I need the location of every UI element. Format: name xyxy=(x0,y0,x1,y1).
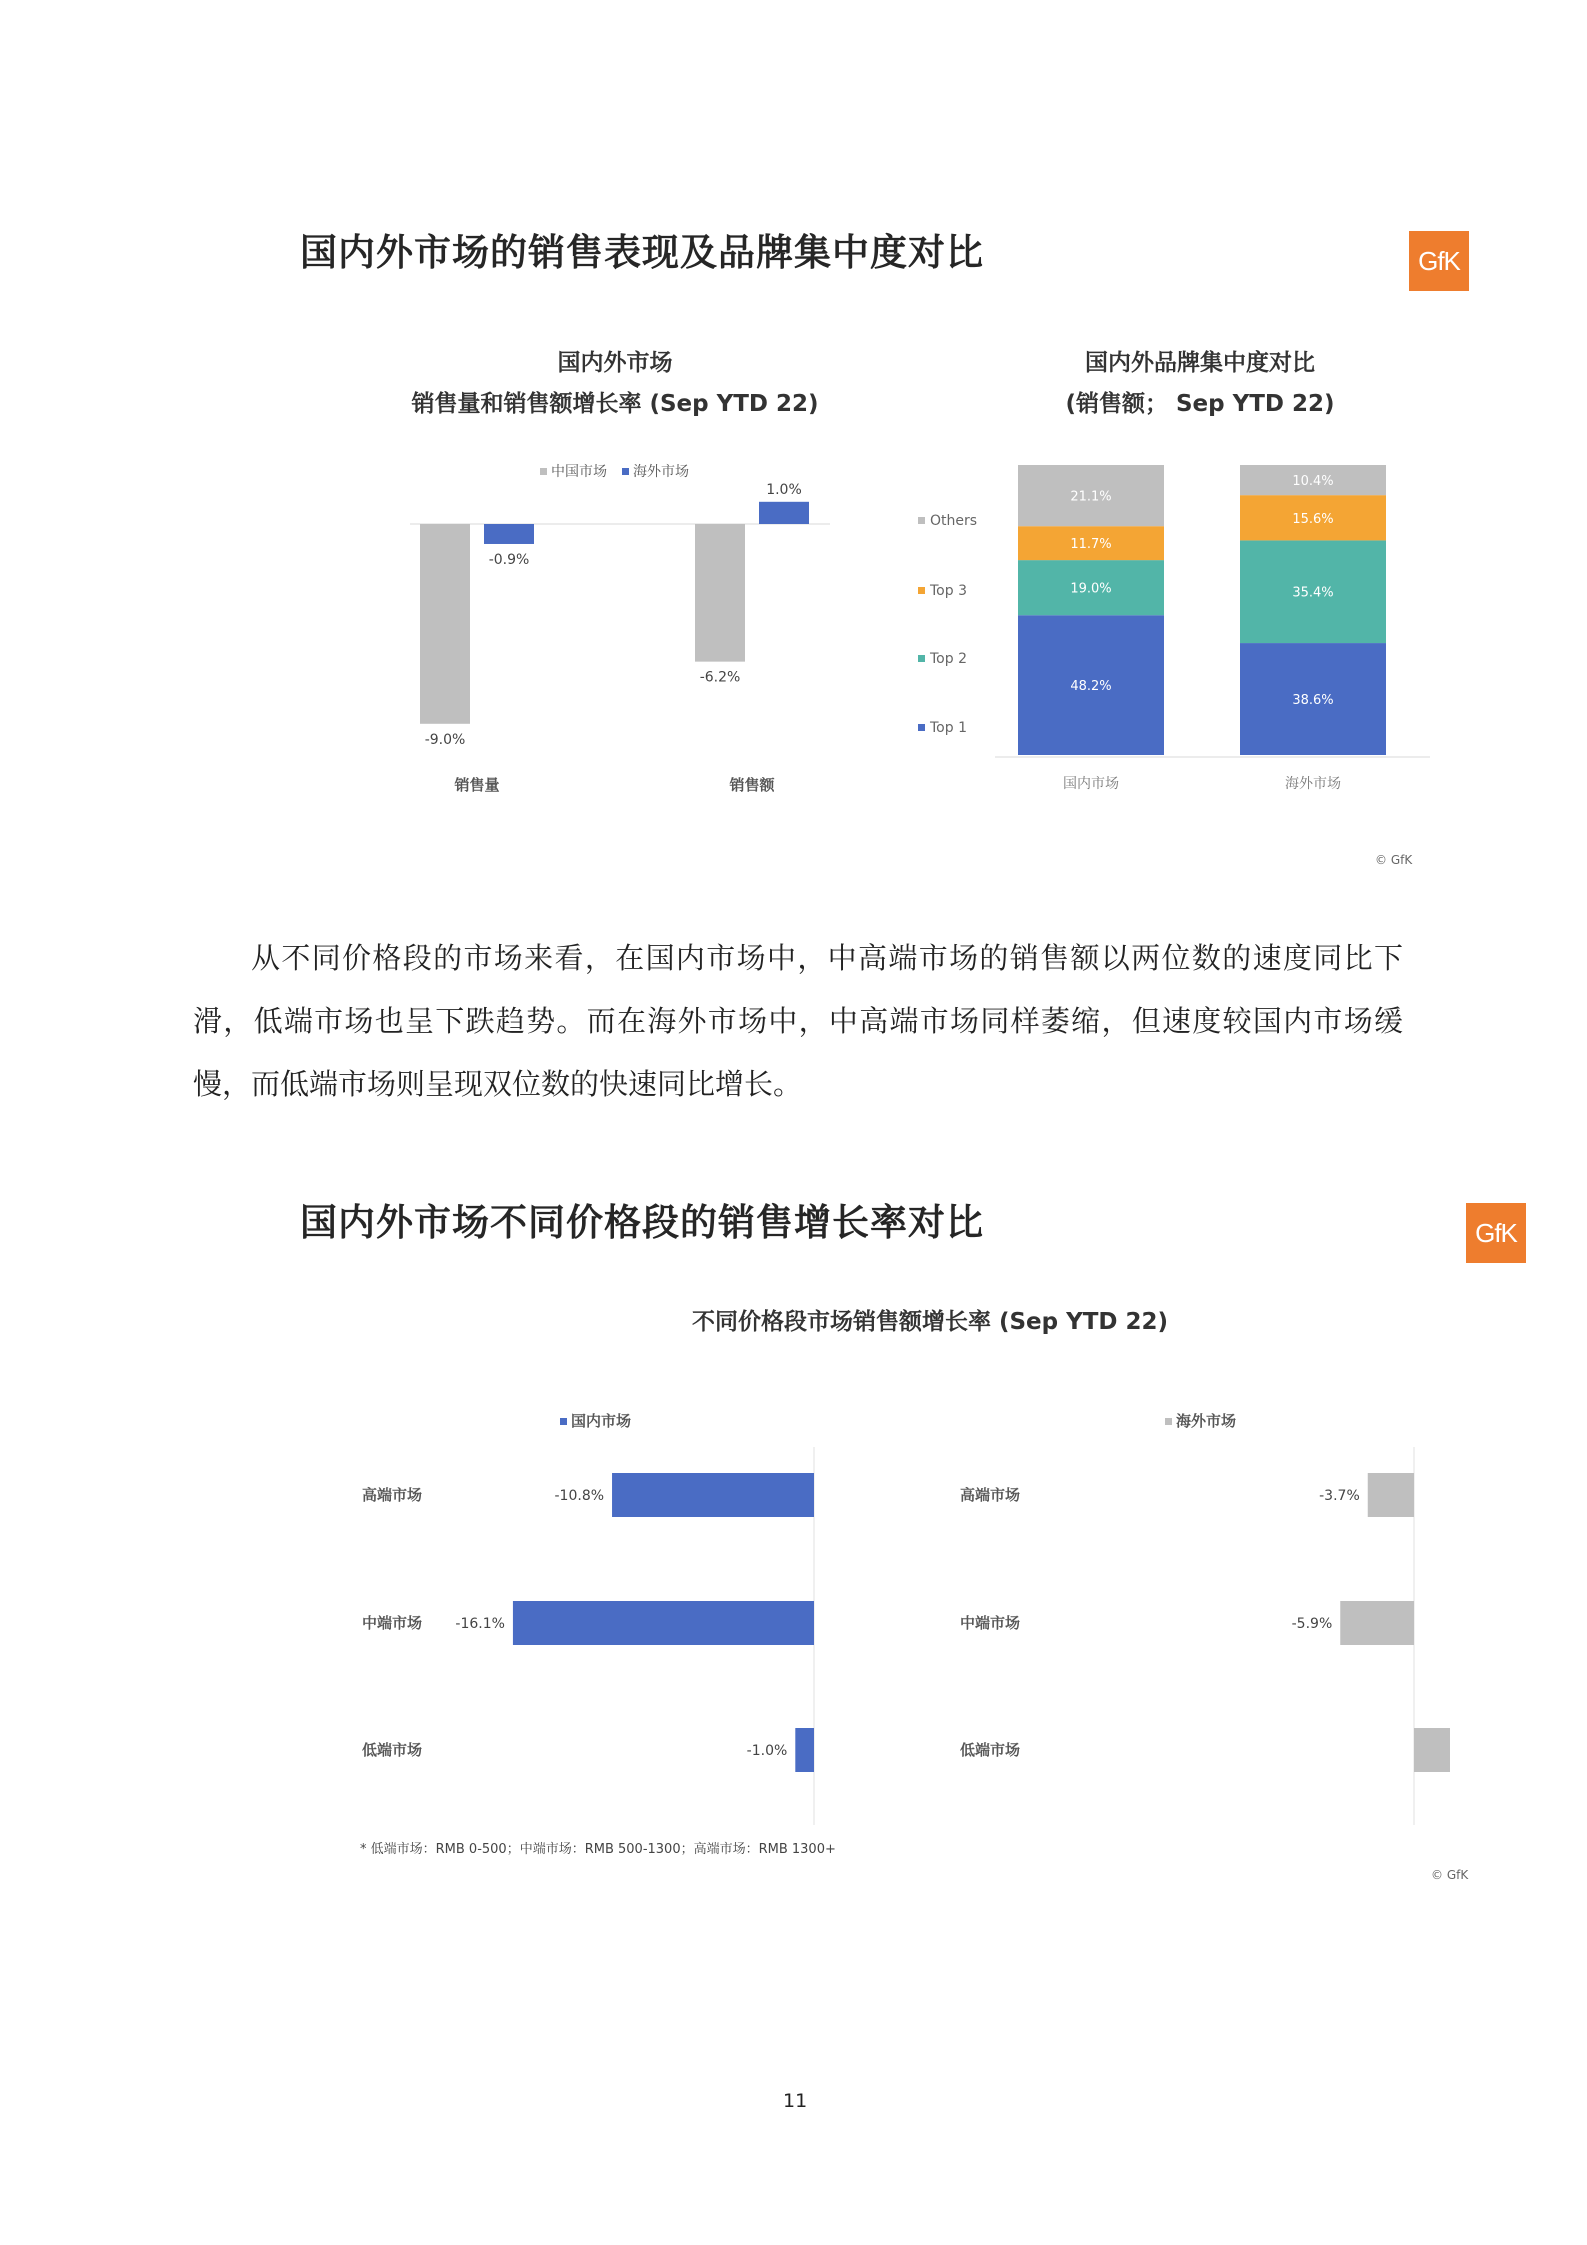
data-label: -16.1% xyxy=(455,1616,505,1632)
price-footnote: * 低端市场：RMB 0-500；中端市场：RMB 500-1300；高端市场：RMB 1300+ xyxy=(360,1842,836,1857)
copyright-1: © GfK xyxy=(1375,853,1413,867)
bar-海外市场-销售额 xyxy=(759,502,809,524)
chart1-title-line1: 国内外市场 xyxy=(557,350,673,376)
legend-swatch-Top 2 xyxy=(918,655,925,662)
gfk-logo: GfK xyxy=(1466,1203,1526,1263)
chart1-title-line2: 销售量和销售额增长率 (Sep YTD 22) xyxy=(411,391,819,417)
chart2-title xyxy=(1010,343,1390,425)
body-paragraph: 从不同价格段的市场来看，在国内市场中，中高端市场的销售额以两位数的速度同比下滑，低端市场也呈下跌趋势。而在海外市场中，中高端市场同样萎缩，但速度较国内市场缓慢，而低端市场则呈现双位数的快速同比增长。 xyxy=(193,941,1403,1101)
segment-label: 11.7% xyxy=(1070,537,1112,553)
legend-label-Top 2: Top 2 xyxy=(930,651,967,667)
legend-label-海外市场: 海外市场 xyxy=(1176,1412,1237,1430)
category-label: 高端市场 xyxy=(960,1486,1021,1504)
segment-label: 10.4% xyxy=(1292,474,1334,490)
chart2-brand-concentration xyxy=(900,455,1440,810)
category-label: 海外市场 xyxy=(1285,776,1341,792)
category-label: 中端市场 xyxy=(362,1614,423,1632)
category-label: 销售量 xyxy=(454,776,500,794)
legend-swatch-Top 1 xyxy=(918,724,925,731)
legend-swatch-Top 3 xyxy=(918,587,925,594)
legend-label-0: 中国市场 xyxy=(551,464,607,480)
bar-中国市场-销售量 xyxy=(420,524,470,724)
legend-swatch-国内市场 xyxy=(560,1418,567,1425)
data-label: -3.7% xyxy=(1319,1488,1360,1504)
bar-海外市场-高端市场 xyxy=(1368,1473,1414,1517)
bar-国内市场-中端市场 xyxy=(513,1601,814,1645)
bar-海外市场-低端市场 xyxy=(1414,1728,1450,1772)
chart3-price-segment-bars xyxy=(350,1385,1450,1825)
data-label: 1.0% xyxy=(766,481,802,498)
chart1-growth-bars xyxy=(400,450,840,810)
legend-label-Top 1: Top 1 xyxy=(930,720,967,736)
chart1-title xyxy=(380,343,850,425)
section-title-1: 国内外市场的销售表现及品牌集中度对比 xyxy=(300,231,984,274)
legend-swatch-1 xyxy=(622,468,629,475)
category-label: 高端市场 xyxy=(362,1486,423,1504)
segment-label: 38.6% xyxy=(1292,693,1334,709)
section-title-2: 国内外市场不同价格段的销售增长率对比 xyxy=(300,1201,984,1244)
segment-label: 35.4% xyxy=(1292,585,1334,601)
legend-swatch-海外市场 xyxy=(1165,1418,1172,1425)
legend-swatch-0 xyxy=(540,468,547,475)
copyright-2: © GfK xyxy=(1431,1868,1469,1882)
data-label: -1.0% xyxy=(746,1743,788,1759)
legend-label-国内市场: 国内市场 xyxy=(571,1412,632,1430)
segment-label: 21.1% xyxy=(1070,489,1112,505)
chart3-title: 不同价格段市场销售额增长率 (Sep YTD 22) xyxy=(691,1309,1169,1335)
category-label: 低端市场 xyxy=(362,1741,423,1759)
chart2-title-line2: (销售额； Sep YTD 22) xyxy=(1065,391,1335,417)
bar-国内市场-低端市场 xyxy=(795,1728,814,1772)
chart2-title-line1: 国内外品牌集中度对比 xyxy=(1085,350,1315,376)
bar-海外市场-中端市场 xyxy=(1340,1601,1414,1645)
category-label: 销售额 xyxy=(729,776,775,794)
data-label: -9.0% xyxy=(424,731,466,748)
data-label: -5.9% xyxy=(1291,1616,1333,1632)
bar-海外市场-销售量 xyxy=(484,524,534,544)
page-number: 11 xyxy=(783,2090,808,2112)
legend-label-Top 3: Top 3 xyxy=(930,583,967,599)
bar-国内市场-高端市场 xyxy=(612,1473,814,1517)
legend-swatch-Others xyxy=(918,517,925,524)
legend-label-1: 海外市场 xyxy=(633,464,689,480)
legend-label-Others: Others xyxy=(930,513,978,529)
category-label: 中端市场 xyxy=(960,1614,1021,1632)
data-label: -6.2% xyxy=(699,669,741,686)
segment-label: 19.0% xyxy=(1070,581,1112,597)
category-label: 低端市场 xyxy=(960,1741,1021,1759)
category-label: 国内市场 xyxy=(1063,776,1119,792)
segment-label: 15.6% xyxy=(1292,511,1334,527)
segment-label: 48.2% xyxy=(1070,679,1112,695)
data-label: -10.8% xyxy=(554,1488,605,1504)
data-label: -0.9% xyxy=(488,551,530,568)
bar-中国市场-销售额 xyxy=(695,524,745,662)
gfk-logo: GfK xyxy=(1409,231,1469,291)
